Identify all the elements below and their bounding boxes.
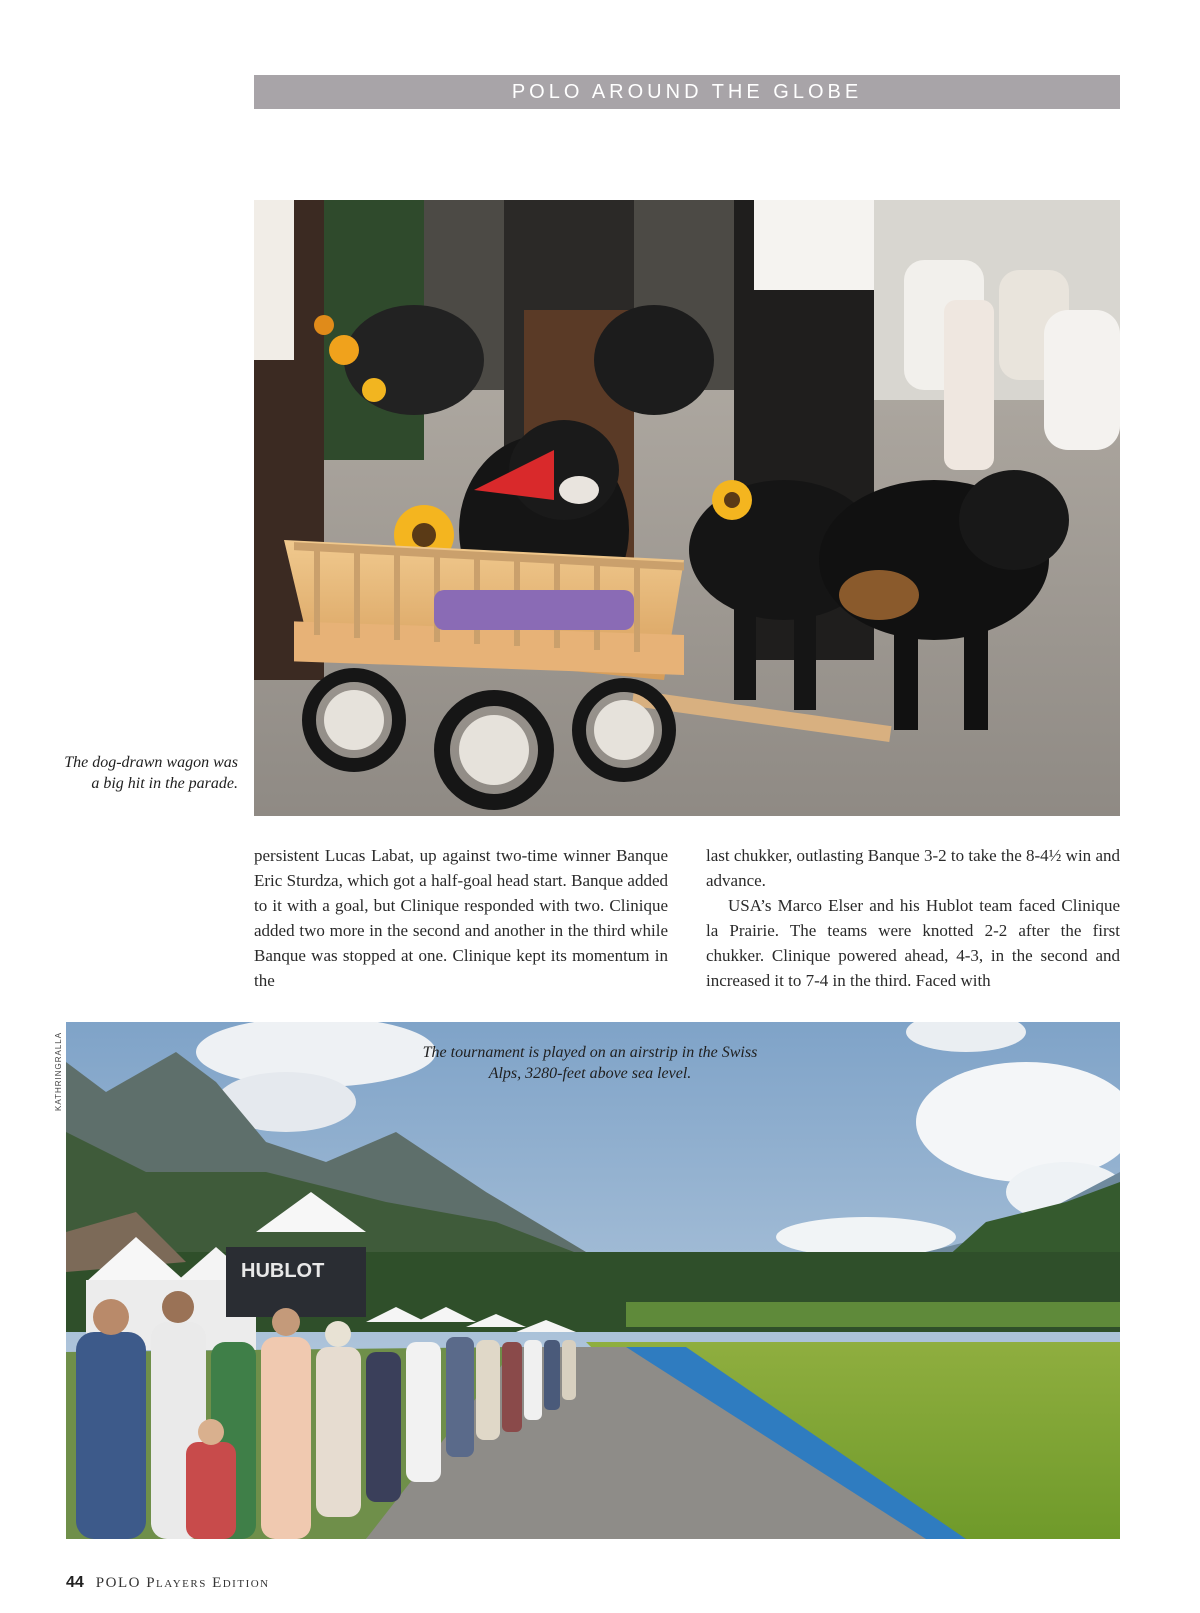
article-column-left bbox=[254, 843, 668, 993]
photo-credit: KATHRINGRALLA bbox=[54, 1031, 63, 1111]
airstrip-photo bbox=[66, 1022, 1120, 1539]
page-footer bbox=[66, 1574, 270, 1592]
parade-photo bbox=[254, 200, 1120, 816]
article-paragraph: last chukker, outlasting Banque 3-2 to take the 8-4½ win and advance. bbox=[706, 846, 1120, 890]
airstrip-photo-art bbox=[66, 1022, 1120, 1539]
airstrip-caption: The tournament is played on an airstrip in the Swiss Alps, 3280-feet above sea level. bbox=[422, 1044, 758, 1082]
section-title: POLO AROUND THE GLOBE bbox=[511, 80, 863, 103]
hublot-sign: HUBLOT bbox=[241, 1260, 325, 1282]
section-banner bbox=[254, 75, 1120, 109]
publication-name: POLO Players Edition bbox=[95, 1575, 270, 1591]
article-column-right bbox=[706, 843, 1120, 993]
page-number: 44 bbox=[66, 1574, 84, 1591]
article-paragraph: persistent Lucas Labat, up against two-time winner Banque Eric Sturdza, which got a half-goal head start. Banque added to it with a goal, but Clinique responded with two. Clinique added two more in the second and another in the third while Banque was stopped at one. Clinique kept its momentum in the bbox=[254, 846, 668, 990]
parade-caption: The dog-drawn wagon was a big hit in the parade. bbox=[64, 754, 238, 792]
parade-photo-art bbox=[254, 200, 1120, 816]
article-paragraph: USA’s Marco Elser and his Hublot team faced Clinique la Prairie. The teams were knotted 2-2 after the first chukker. Clinique powered ahead, 4-3, in the second and increased it to 7-4 in the third. Faced with bbox=[706, 896, 1120, 990]
